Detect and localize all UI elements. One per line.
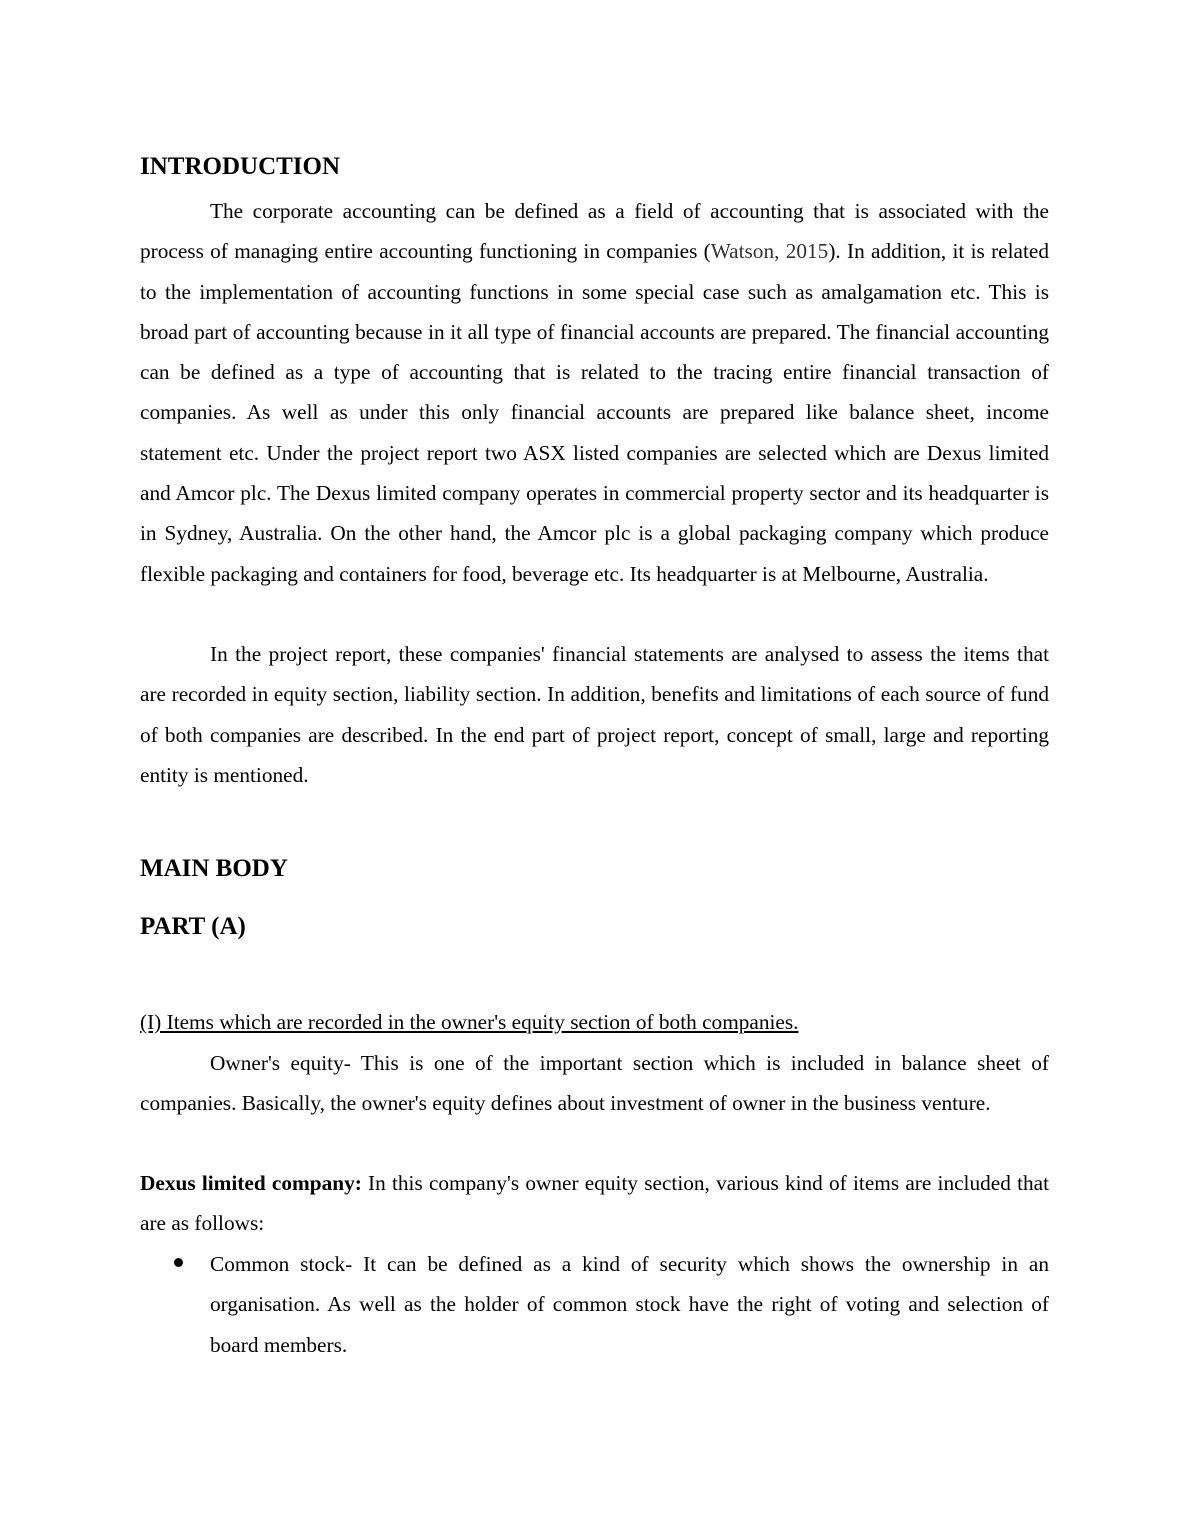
intro-text-part-1: The corporate accounting can be defined as a field of accounting that is associated with the process of managing entire accounting functioning in companies ( <box>140 199 1049 264</box>
dexus-text: In this company's owner equity section, various kind of items are included that are as follows: <box>140 1171 1050 1236</box>
owners-equity-subheading: (I) Items which are recorded in the owner's equity section of both companies. <box>140 1010 799 1034</box>
citation-watson-2015: Watson, 2015 <box>710 239 829 264</box>
bullet-text-common-stock: Common stock- It can be defined as a kind of security which shows the ownership in an organisation. As well as the holder of common stock have the right of voting and selection of board members. <box>210 1252 1049 1357</box>
introduction-paragraph-1 <box>140 191 1049 594</box>
dexus-paragraph <box>140 1163 1049 1244</box>
introduction-heading: INTRODUCTION <box>140 153 341 180</box>
dexus-label: Dexus limited company: <box>140 1171 362 1195</box>
owners-equity-paragraph: Owner's equity- This is one of the important section which is included in balance sheet of companies. Basically, the owner's equity defines about investment of owner in the business venture. <box>140 1051 1049 1116</box>
intro-text-part-2: ). In addition, it is related to the implementation of accounting functions in some special case such as amalgamation etc. This is broad part of accounting because in it all type of financial accounts are prepared. The financial accounting can be defined as a type of accounting that is related to the tracing entire financial transaction of companies. As well as under this only financial accounts are prepared like balance sheet, income statement etc. Under the project report two ASX listed companies are selected which are Dexus limited and Amcor plc. The Dexus limited company operates in commercial property sector and its headquarter is in Sydney, Australia. On the other hand, the Amcor plc is a global packaging company which produce flexible packaging and containers for food, beverage etc. Its headquarter is at Melbourne, Australia. <box>140 239 1050 586</box>
bullet-icon <box>174 1258 183 1267</box>
main-body-heading: MAIN BODY <box>140 855 288 882</box>
introduction-paragraph-2: In the project report, these companies' financial statements are analysed to assess the items that are recorded in equity section, liability section. In addition, benefits and limitations of each source of fund of both companies are described. In the end part of project report, concept of small, large and reporting entity is mentioned. <box>140 642 1049 787</box>
part-a-heading: PART (A) <box>140 913 246 940</box>
